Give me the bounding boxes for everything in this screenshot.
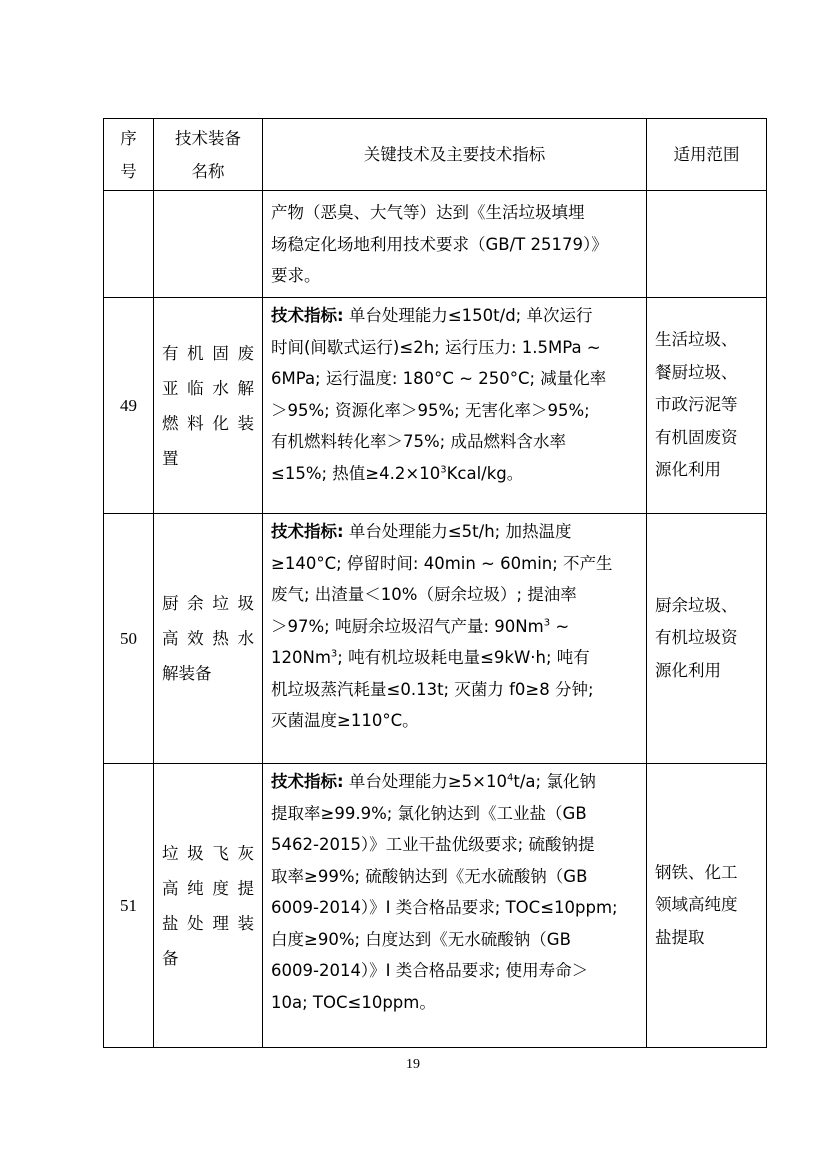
scope-line: 源化利用: [655, 460, 721, 480]
scope-cell: [647, 764, 767, 1048]
indicator-text: 120Nm: [271, 648, 331, 667]
equipment-name: [154, 298, 263, 514]
indicator-text: 单台处理能力≤150t/d; 单次运行: [343, 306, 593, 325]
header-name: [154, 119, 263, 191]
cell-continued-text: [263, 191, 647, 298]
name-line: 垃圾飞灰: [162, 843, 254, 863]
indicator-text: ＞97%; 吨厨余垃圾沼气产量: 90Nm: [271, 616, 544, 636]
continued-line-2: 场稳定化场地利用技术要求（GB/T 25179）》: [271, 234, 608, 254]
table-row-continued: [104, 191, 767, 298]
name-line: 高效热水: [162, 629, 254, 648]
cell-empty-scope: [647, 191, 767, 298]
header-seq: [104, 119, 154, 191]
scope-line: 源化利用: [655, 660, 721, 680]
header-key-tech: 关键技术及主要技术指标: [263, 119, 647, 191]
name-line: 置: [162, 448, 179, 468]
indicator-text: 灭菌温度≥110°C。: [271, 711, 419, 730]
name-line: 高纯度提: [162, 878, 254, 898]
name-line: 有机固废: [162, 343, 254, 363]
name-line: 亚临水解: [162, 378, 254, 398]
scope-line: 钢铁、化工: [655, 862, 738, 882]
indicator-text: 5462-2015）》工业干盐优级要求; 硫酸钠提: [271, 835, 595, 854]
name-line: 解装备: [162, 664, 212, 683]
indicator-text: Kcal/kg。: [446, 463, 524, 483]
row-number: 49: [104, 298, 154, 514]
name-line: 盐处理装: [162, 913, 254, 933]
name-line: 厨余垃圾: [162, 594, 254, 613]
scope-line: 领域高纯度: [655, 895, 738, 915]
scope-line: 市政污泥等: [655, 395, 738, 415]
scope-line: 生活垃圾、: [655, 330, 738, 350]
indicator-label: 技术指标:: [271, 772, 344, 791]
indicator-text: 有机燃料转化率＞75%; 成品燃料含水率: [271, 432, 566, 451]
superscript: 3: [330, 648, 338, 660]
scope-cell: [647, 514, 767, 764]
indicator-text: ; 吨有机垃圾耗电量≤9kW·h; 吨有: [337, 648, 590, 667]
scope-line: 有机垃圾资: [655, 628, 738, 648]
indicator-text: 6009-2014）》I 类合格品要求; 使用寿命＞: [271, 961, 589, 980]
header-name-a: 技术装备: [175, 128, 241, 148]
superscript: 3: [543, 617, 551, 628]
indicator-text: 6MPa; 运行温度: 180°C ~ 250°C; 减量化率: [271, 369, 607, 388]
indicator-text: 单台处理能力≥5×10: [343, 772, 507, 791]
equipment-table: [103, 118, 767, 1048]
equipment-name: [154, 514, 263, 764]
header-name-b: 名称: [191, 161, 225, 181]
cell-empty-num: [104, 191, 154, 298]
indicator-text: 提取率≥99.9%; 氯化钠达到《工业盐（GB: [271, 803, 587, 823]
tech-indicators: [263, 764, 647, 1048]
table-row: [104, 764, 767, 1048]
page-number: 19: [406, 1057, 420, 1072]
indicator-text: ≥140°C; 停留时间: 40min ~ 60min; 不产生: [271, 553, 613, 573]
scope-cell: [647, 298, 767, 514]
scope-line: 餐厨垃圾、: [655, 362, 738, 382]
indicator-text: 白度≥90%; 白度达到《无水硫酸钠（GB: [271, 929, 571, 949]
table-header-row: [104, 119, 767, 191]
name-line: 燃料化装: [162, 413, 254, 433]
scope-line: 盐提取: [655, 927, 705, 947]
indicator-text: t/a; 氯化钠: [513, 772, 596, 791]
superscript: 4: [507, 772, 514, 784]
scope-line: 有机固废资: [655, 427, 738, 447]
superscript: 3: [440, 464, 447, 475]
indicator-text: 10a; TOC≤10ppm。: [271, 992, 436, 1012]
table-row: [104, 298, 767, 514]
indicator-text: 机垃圾蒸汽耗量≤0.13t; 灭菌力 f0≥8 分钟;: [271, 679, 594, 699]
tech-indicators: [263, 514, 647, 764]
equipment-name: [154, 764, 263, 1048]
indicator-text: ~: [550, 616, 570, 636]
row-number: 50: [104, 514, 154, 764]
name-line: 备: [162, 948, 179, 968]
header-seq-a: 序: [120, 128, 137, 148]
indicator-text: ＞95%; 资源化率＞95%; 无害化率＞95%;: [271, 400, 590, 420]
row-number: 51: [104, 764, 154, 1048]
header-seq-b: 号: [120, 161, 137, 181]
cell-empty-name: [154, 191, 263, 298]
indicator-text: 单台处理能力≤5t/h; 加热温度: [343, 522, 572, 541]
continued-line-3: 要求。: [271, 266, 321, 285]
tech-indicators: [263, 298, 647, 514]
indicator-text: 6009-2014）》I 类合格品要求; TOC≤10ppm;: [271, 898, 618, 917]
indicator-label: 技术指标:: [271, 522, 344, 541]
indicator-text: 废气; 出渣量＜10%（厨余垃圾）; 提油率: [271, 585, 577, 604]
indicator-text: 时间(间歇式运行)≤2h; 运行压力: 1.5MPa ~: [271, 337, 601, 357]
scope-line: 厨余垃圾、: [655, 595, 738, 615]
table-row: [104, 514, 767, 764]
indicator-text: ≤15%; 热值≥4.2×10: [271, 463, 441, 483]
indicator-label: 技术指标:: [271, 306, 344, 325]
header-scope: 适用范围: [647, 119, 767, 191]
continued-line-1: 产物（恶臭、大气等）达到《生活垃圾填埋: [271, 203, 585, 222]
indicator-text: 取率≥99%; 硫酸钠达到《无水硫酸钠（GB: [271, 866, 588, 886]
